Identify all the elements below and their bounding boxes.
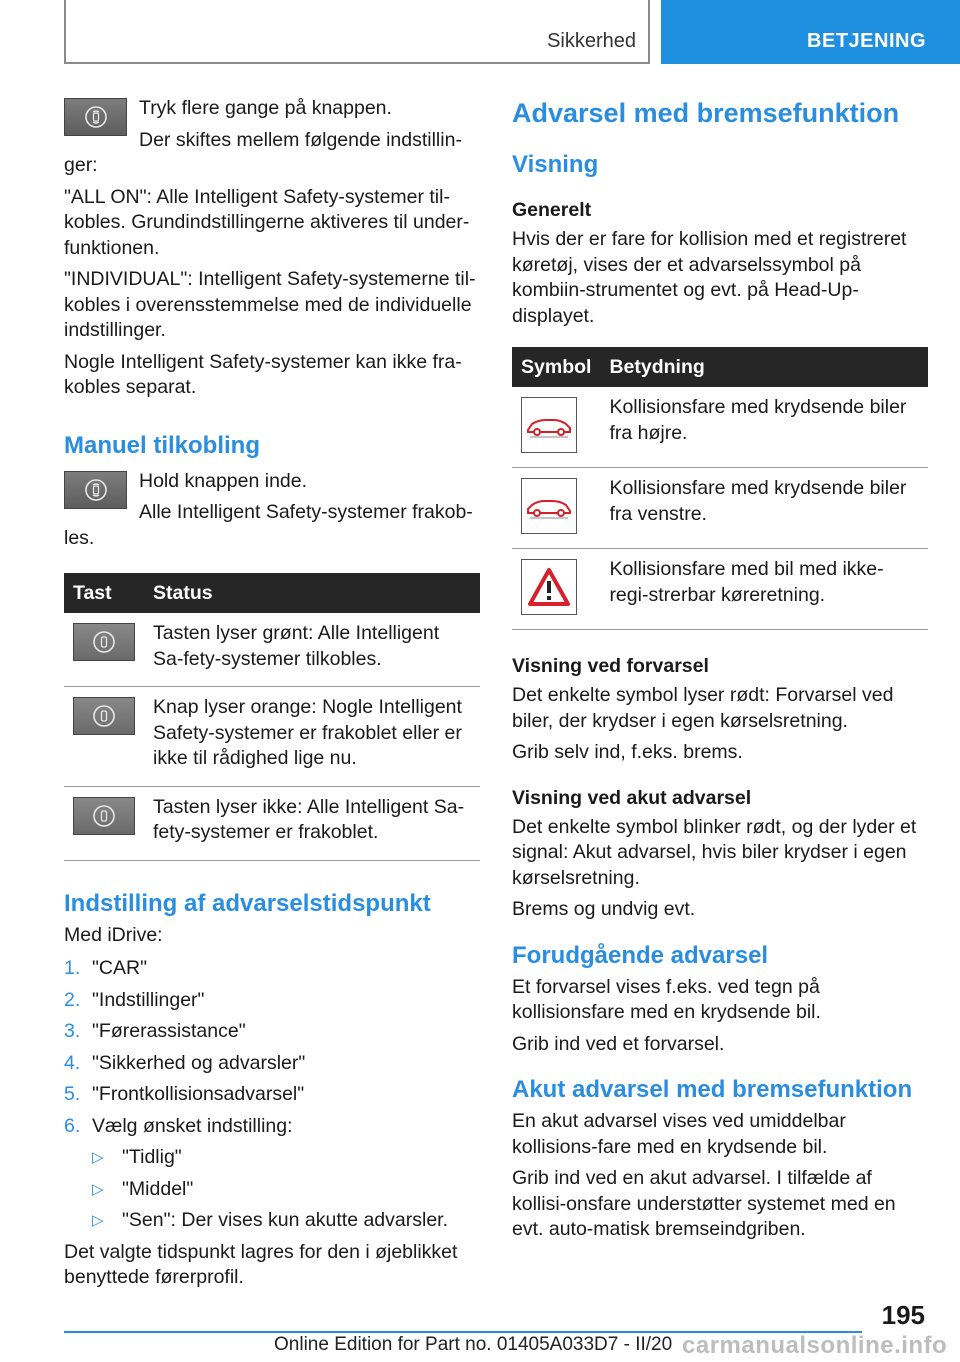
button-orange-icon	[73, 697, 135, 735]
list-item: 2. "Indstillinger"	[64, 988, 205, 1011]
steps-list	[64, 956, 480, 1234]
page-header	[0, 0, 960, 66]
button-off-icon	[73, 797, 135, 835]
acute-heading: Visning ved akut advarsel	[512, 786, 752, 809]
chapter-tab	[661, 0, 960, 64]
all-on-text: "ALL ON": Alle Intelligent Safety-systemer til-kobles. Grundindstillingerne aktiveres til under-funktionen.	[64, 185, 470, 259]
table-row	[64, 613, 480, 687]
list-item: ▷ "Sen": Der vises kun akutte advarsler.	[92, 1208, 480, 1234]
manual-line1: Hold knappen inde.	[139, 469, 308, 492]
warning-triangle-icon	[521, 559, 577, 615]
list-item: 3. "Førerassistance"	[64, 1020, 246, 1042]
intro-line1: Tryk flere gange på knappen.	[139, 97, 392, 119]
status-text: Tasten lyser grønt: Alle Intelligent Sa-fety-systemer tilkobles.	[144, 613, 480, 687]
safety-button-icon	[64, 98, 127, 136]
triangle-bullet-icon: ▷	[92, 1212, 104, 1229]
meaning-text: Kollisionsfare med krydsende biler fra venstre.	[600, 468, 928, 549]
list-item: 5. "Frontkollisionsadvarsel"	[64, 1083, 305, 1105]
triangle-bullet-icon: ▷	[92, 1149, 104, 1166]
edition-text: Online Edition for Part no. 01405A033D7 - II/20	[274, 1334, 673, 1355]
manual-block	[64, 469, 480, 552]
intro-block	[64, 96, 480, 179]
saved-text: Det valgte tidspunkt lagres for den i øjeblikket benyttede førerprofil.	[64, 1240, 458, 1288]
display-heading: Visning	[512, 151, 599, 178]
acute-brake-text: En akut advarsel vises ved umiddelbar kollisions-fare med en krydsende bil.	[512, 1110, 846, 1158]
options-list	[92, 1145, 480, 1234]
idrive-text: Med iDrive:	[64, 923, 163, 946]
prewarn-action: Grib selv ind, f.eks. brems.	[512, 741, 743, 763]
prior-text: Et forvarsel vises f.eks. ved tegn på kollisionsfare med en krydsende bil.	[512, 975, 821, 1023]
list-item: ▷ "Tidlig"	[92, 1145, 480, 1171]
col-status: Status	[144, 573, 480, 613]
button-green-icon	[73, 623, 135, 661]
acute-action: Brems og undvig evt.	[512, 898, 696, 920]
acute-brake-action: Grib ind ved en akut advarsel. I tilfælde af kollisi-onsfare understøtter systemet med en evt. auto-matisk bremseindgriben.	[512, 1167, 896, 1240]
individual-text: "INDIVIDUAL": Intelligent Safety-systemerne til-kobles i overensstemmelse med de individuelle indstillinger.	[64, 268, 476, 341]
page-title: Advarsel med bremsefunktion	[512, 98, 900, 128]
prior-heading: Forudgående advarsel	[512, 941, 769, 969]
right-column	[512, 96, 928, 1243]
table-row	[512, 549, 928, 630]
table-row	[512, 468, 928, 549]
left-column	[64, 96, 480, 1291]
list-item: 4. "Sikkerhed og advarsler"	[64, 1051, 306, 1074]
section-title: Sikkerhed	[547, 30, 636, 52]
triangle-bullet-icon: ▷	[92, 1180, 104, 1198]
list-item: 1. "CAR"	[64, 957, 148, 979]
acute-text: Det enkelte symbol blinker rødt, og der lyder et signal: Akut advarsel, hvis biler krydser i egen kørselsretning.	[512, 815, 917, 889]
col-symbol: Symbol	[512, 347, 600, 387]
status-text: Knap lyser orange: Nogle Intelligent Safety-systemer er frakoblet eller er ikke til rådighed lige nu.	[144, 687, 480, 787]
watermark: carmanualsonline.info	[682, 1332, 948, 1359]
prewarn-text: Det enkelte symbol lyser rødt: Forvarsel ved biler, der krydser i egen kørselsretning.	[512, 684, 894, 732]
note-text: Nogle Intelligent Safety-systemer kan ikke fra-kobles separat.	[64, 350, 462, 398]
table-row	[512, 387, 928, 468]
section-tab	[64, 0, 650, 64]
manual-line2: Alle Intelligent Safety-systemer frakob-les.	[64, 501, 473, 549]
general-text: Hvis der er fare for kollision med et registreret køretøj, vises der et advarselssymbol på kombiin-strumentet og evt. på Head-Up-displayet.	[512, 228, 907, 327]
intro-line2: Der skiftes mellem følgende indstillin-ger:	[64, 128, 462, 176]
timing-heading: Indstilling af advarselstidspunkt	[64, 889, 431, 917]
symbol-table	[512, 347, 928, 630]
meaning-text: Kollisionsfare med bil med ikke-regi-strerbar køreretning.	[600, 549, 928, 630]
list-item: ▷ "Middel"	[92, 1177, 480, 1203]
page-number: 195	[881, 1300, 925, 1330]
acute-brake-heading: Akut advarsel med bremsefunktion	[512, 1076, 913, 1103]
chapter-title: BETJENING	[807, 30, 926, 52]
list-item: 6. Vælg ønsket indstilling: ▷ "Tidlig" ▷ "Middel" ▷ "Sen": Der vises kun akutte advarsler.	[64, 1114, 480, 1234]
prewarn-heading: Visning ved forvarsel	[512, 655, 709, 677]
col-key: Tast	[64, 573, 144, 613]
table-row	[64, 687, 480, 787]
car-left-icon	[521, 478, 577, 534]
key-status-table	[64, 573, 480, 861]
safety-button-icon	[64, 471, 127, 509]
manual-heading: Manuel tilkobling	[64, 431, 260, 459]
table-row	[64, 786, 480, 860]
status-text: Tasten lyser ikke: Alle Intelligent Sa-fety-systemer er frakoblet.	[144, 786, 480, 860]
col-meaning: Betydning	[600, 347, 928, 387]
car-right-icon	[521, 397, 577, 453]
general-heading: Generelt	[512, 199, 592, 221]
prior-action: Grib ind ved et forvarsel.	[512, 1032, 725, 1055]
meaning-text: Kollisionsfare med krydsende biler fra højre.	[600, 387, 928, 468]
